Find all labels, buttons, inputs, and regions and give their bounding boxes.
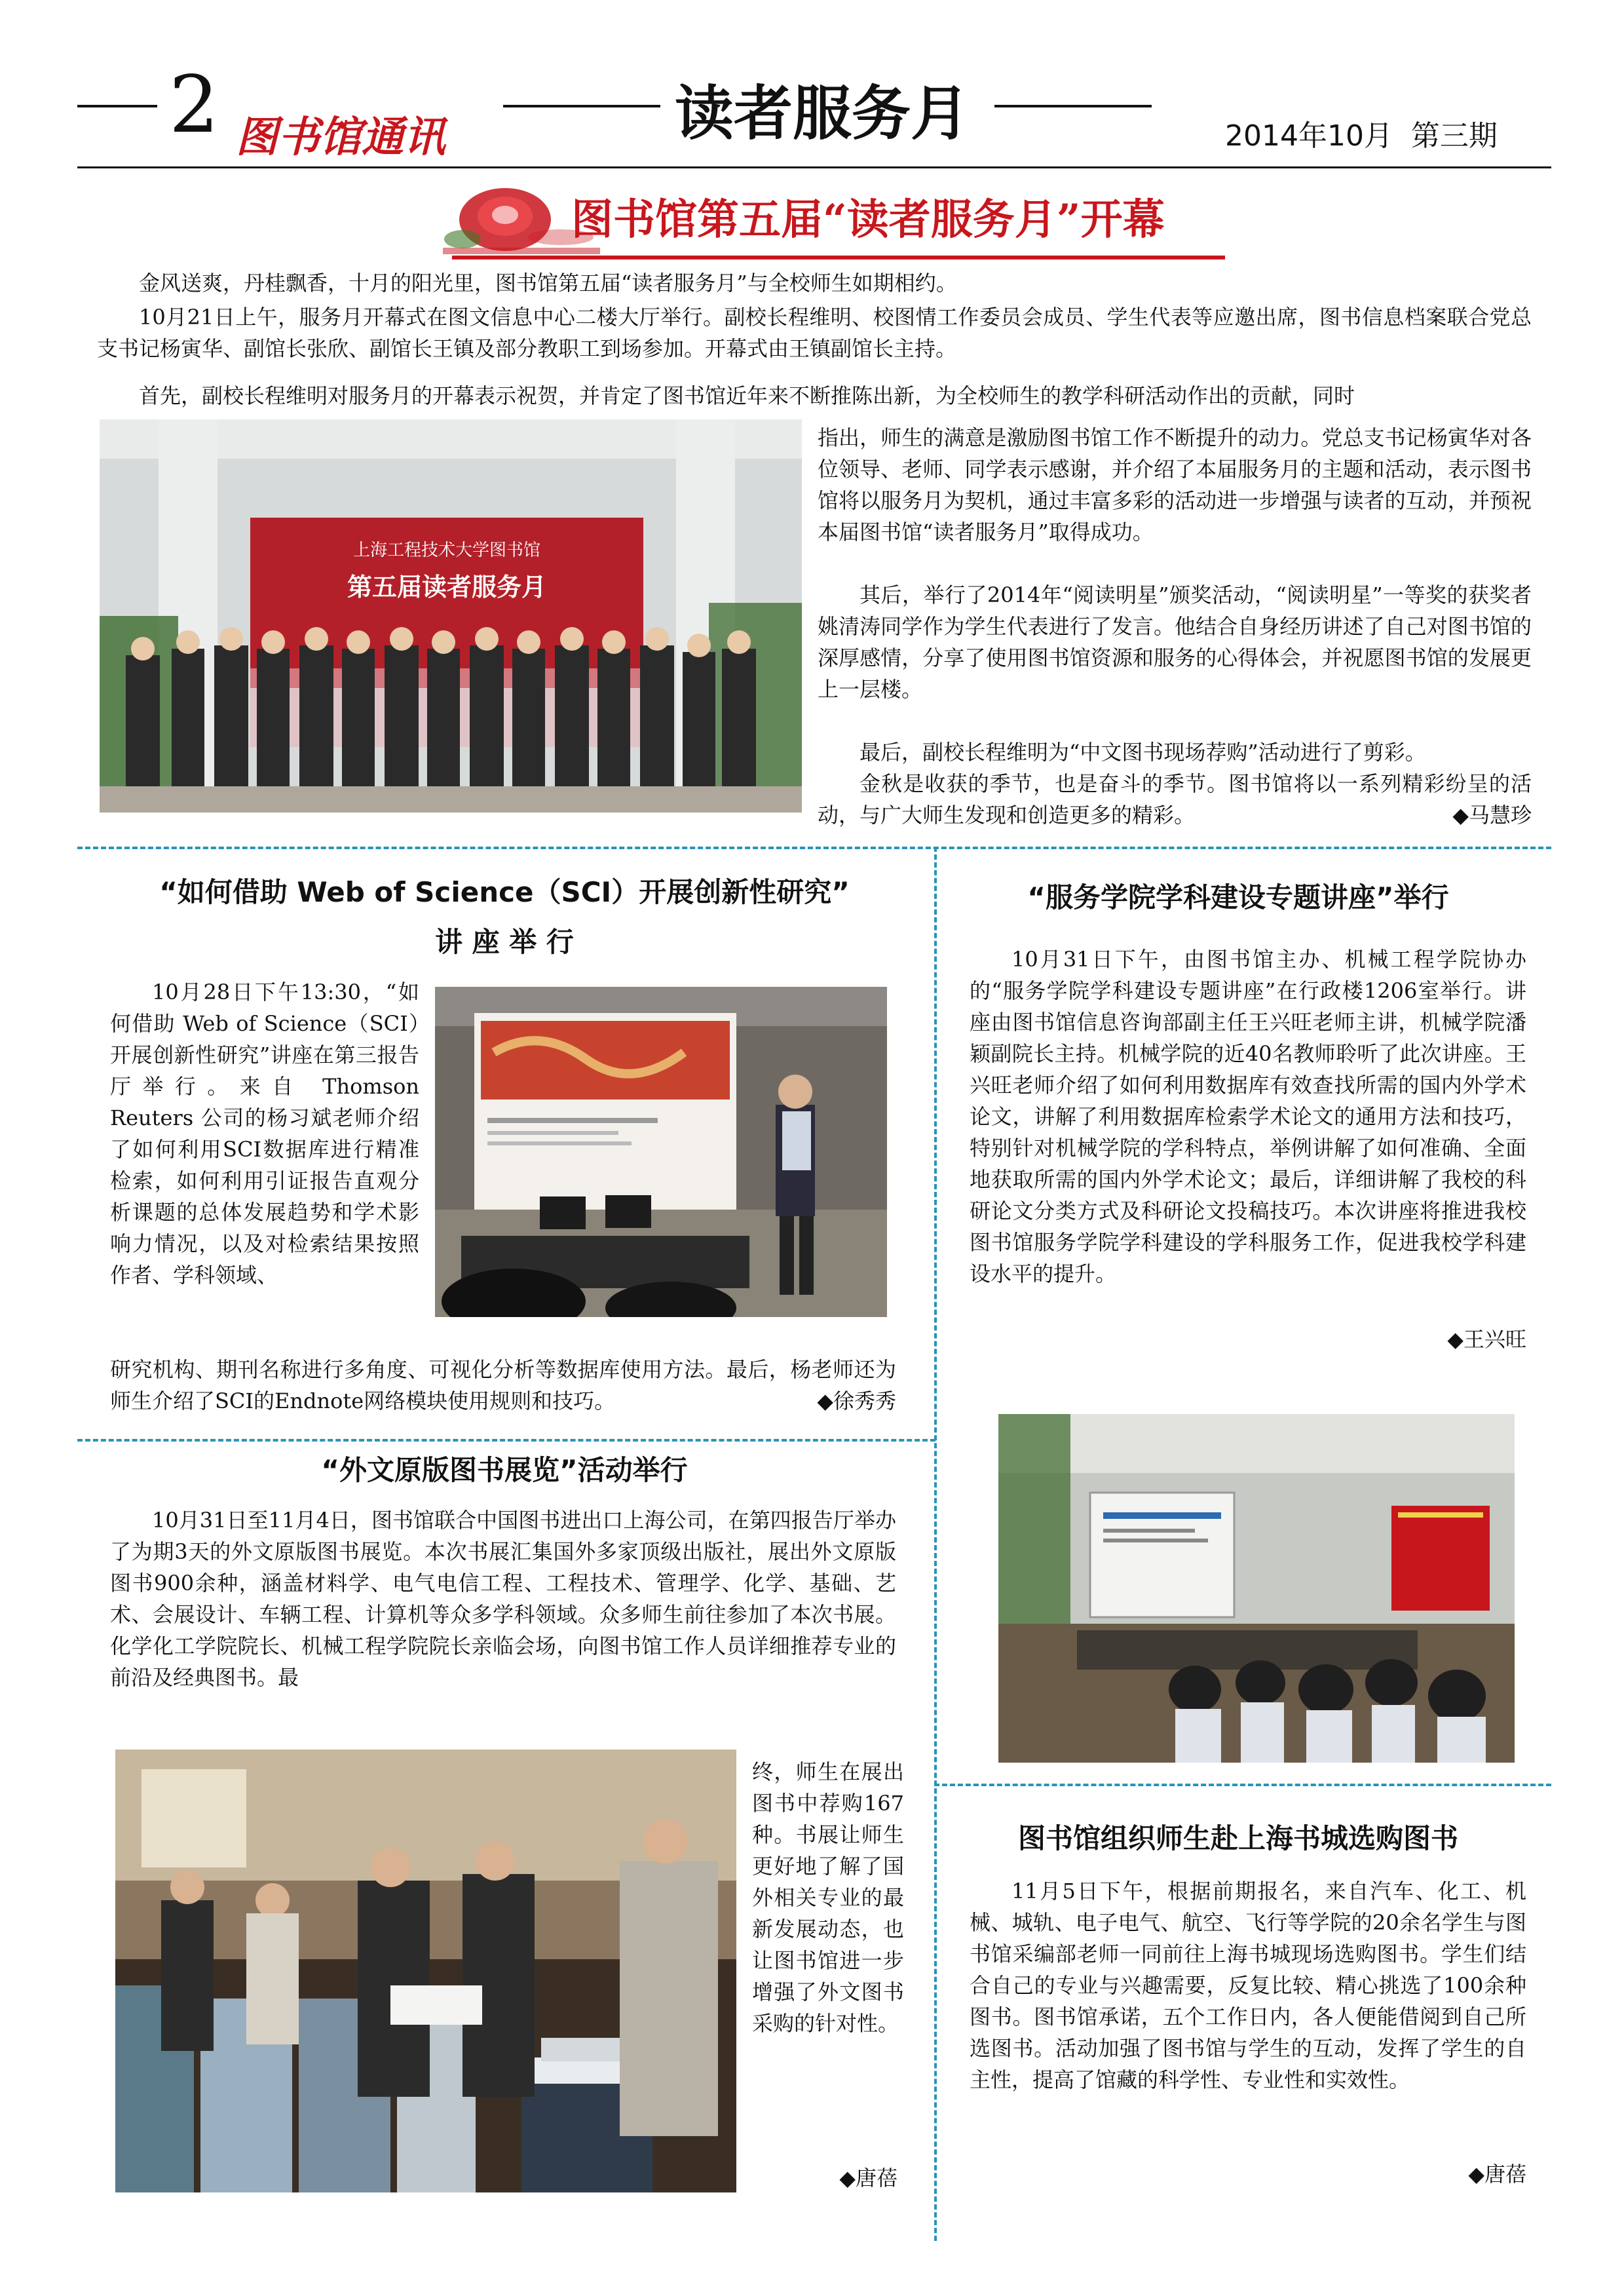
book-exhibition-photo (115, 1750, 736, 2192)
article1-paragraph-2: 10月21日上午，服务月开幕式在图文信息中心二楼大厅举行。副校长程维明、校图情工作委员会成员、学生代表等应邀出席，图书信息档案联合党总支书记杨寅华、副馆长张欣、副馆长王镇及部分教职工到场参加。开幕式由王镇副馆长主持。 (97, 305, 1532, 361)
opening-ceremony-photo (100, 419, 802, 813)
article2-paragraph-rest: 研究机构、期刊名称进行多角度、可视化分析等数据库使用方法。最后，杨老师还为师生介绍了SCI的Endnote网络模块使用规则和技巧。 (110, 1357, 896, 1413)
article5-title: 图书馆组织师生赴上海书城选购图书 (1017, 1822, 1458, 1854)
issue-date: 2014年10月 第三期 (1225, 119, 1498, 153)
article4-title: “外文原版图书展览”活动举行 (321, 1454, 688, 1486)
banner-text-line-1: 上海工程技术大学图书馆 (352, 541, 540, 560)
article5-author: ◆唐蓓 (1468, 2162, 1526, 2187)
article1-paragraph-5: 最后，副校长程维明为“中文图书现场荐购”活动进行了剪彩。 (859, 740, 1426, 765)
article1-title-underline (452, 256, 1225, 259)
divider-horizontal-top (77, 847, 1551, 849)
article2-author: ◆徐秀秀 (817, 1388, 896, 1413)
article1-paragraph-3-rest: 指出，师生的满意是激励图书馆工作不断提升的动力。党总支书记杨寅华对各位领导、老师、同学表示感谢，并介绍了本届服务月的主题和活动，表示图书馆将以服务月为契机，通过丰富多彩的活动进一步增强与读者的互动，并预祝本届图书馆“读者服务月”取得成功。 (818, 425, 1532, 545)
article5-paragraph: 11月5日下午，根据前期报名，来自汽车、化工、机械、城轨、电子电气、航空、飞行等学院的20余名学生与图书馆采编部老师一同前往上海书城现场选购图书。学生们结合自己的专业与兴趣需要，反复比较、精心挑选了100余种图书。图书馆承诺，五个工作日内，各人便能借阅到自己所选图书。活动加强了图书馆与学生的互动，发挥了学生的自主性，提高了馆藏的科学性、专业性和实效性。 (970, 1879, 1526, 2092)
article1-paragraph-1: 金风送爽，丹桂飘香，十月的阳光里，图书馆第五届“读者服务月”与全校师生如期相约。 (139, 271, 957, 296)
article3-title: “服务学院学科建设专题讲座”举行 (1027, 881, 1449, 913)
seminar-room-photo (998, 1414, 1515, 1763)
header-rule-mid (503, 105, 660, 107)
sci-lecture-photo (435, 987, 887, 1317)
article1-paragraph-3-lead: 首先，副校长程维明对服务月的开幕表示祝贺，并肯定了图书馆近年来不断推陈出新，为全校师生的教学科研活动作出的贡献，同时 (139, 383, 1355, 408)
article2-paragraph-lead: 10月28日下午13:30，“如何借助 Web of Science（SCI）开展创新性研究”讲座在第三报告厅举行。来自 Thomson Reuters 公司的杨习斌老师介绍了如何利用SCI数据库进行精准检索，如何利用引证报告直观分析课题的总体发展趋势和学术影响力情况，以及对检索结果按照作者、学科领域、 (110, 980, 419, 1288)
article2-title-line-2: 讲 座 举 行 (435, 926, 574, 958)
article2-title-line-1: “如何借助 Web of Science（SCI）开展创新性研究” (159, 876, 850, 908)
divider-horizontal-right (934, 1784, 1551, 1786)
article1-paragraph-4: 其后，举行了2014年“阅读明星”颁奖活动，“阅读明星”一等奖的获奖者姚清涛同学作为学生代表进行了发言。他结合自身经历讲述了自己对图书馆的深厚感情，分享了使用图书馆资源和服务的心得体会，并祝愿图书馆的发展更上一层楼。 (818, 583, 1532, 702)
banner-text-line-2: 第五届读者服务月 (347, 572, 546, 602)
section-title: 读者服务月 (675, 79, 970, 148)
divider-vertical (934, 847, 937, 2241)
divider-horizontal-left (77, 1439, 935, 1442)
article4-paragraph-rest: 终，师生在展出图书中荐购167种。书展让师生更好地了解了国外相关专业的最新发展动态，也让图书馆进一步增强了外文图书采购的针对性。 (752, 1759, 904, 2036)
article1-title: 图书馆第五届“读者服务月”开幕 (571, 195, 1165, 244)
page-number: 2 (169, 60, 219, 151)
header-rule-left (77, 105, 157, 107)
article4-paragraph-lead: 10月31日至11月4日，图书馆联合中国图书进出口上海公司，在第四报告厅举办了为期3天的外文原版图书展览。本次书展汇集国外多家顶级出版社，展出外文原版图书900余种，涵盖材料学、电气电信工程、工程技术、管理学、化学、基础、艺术、会展设计、车辆工程、计算机等众多学科领域。众多师生前往参加了本次书展。化学化工学院院长、机械工程学院院长亲临会场，向图书馆工作人员详细推荐专业的前沿及经典图书。最 (110, 1508, 896, 1690)
newsletter-logo: 图书馆通讯 (236, 113, 445, 162)
header-bottom-rule (77, 166, 1551, 168)
article1-author: ◆马慧珍 (1452, 803, 1532, 828)
article3-author: ◆王兴旺 (1447, 1327, 1526, 1352)
article4-author: ◆唐蓓 (839, 2166, 897, 2191)
article3-paragraph: 10月31日下午，由图书馆主办、机械工程学院协办的“服务学院学科建设专题讲座”在行政楼1206室举行。讲座由图书馆信息咨询部副主任王兴旺老师主讲，机械学院潘颖副院长主持。机械学院的近40名教师聆听了此次讲座。王兴旺老师介绍了如何利用数据库有效查找所需的国内外学术论文，讲解了利用数据库检索学术论文的通用方法和技巧，特别针对机械学院的学科特点，举例讲解了如何准确、全面地获取所需的国内外学术论文；最后，详细讲解了我校的科研论文分类方式及科研论文投稿技巧。本次讲座将推进我校图书馆服务学院学科建设的学科服务工作，促进我校学科建设水平的提升。 (970, 947, 1526, 1286)
article1-paragraph-6: 金秋是收获的季节，也是奋斗的季节。图书馆将以一系列精彩纷呈的活动，与广大师生发现和创造更多的精彩。 (818, 771, 1532, 828)
header-rule-right (994, 105, 1152, 107)
